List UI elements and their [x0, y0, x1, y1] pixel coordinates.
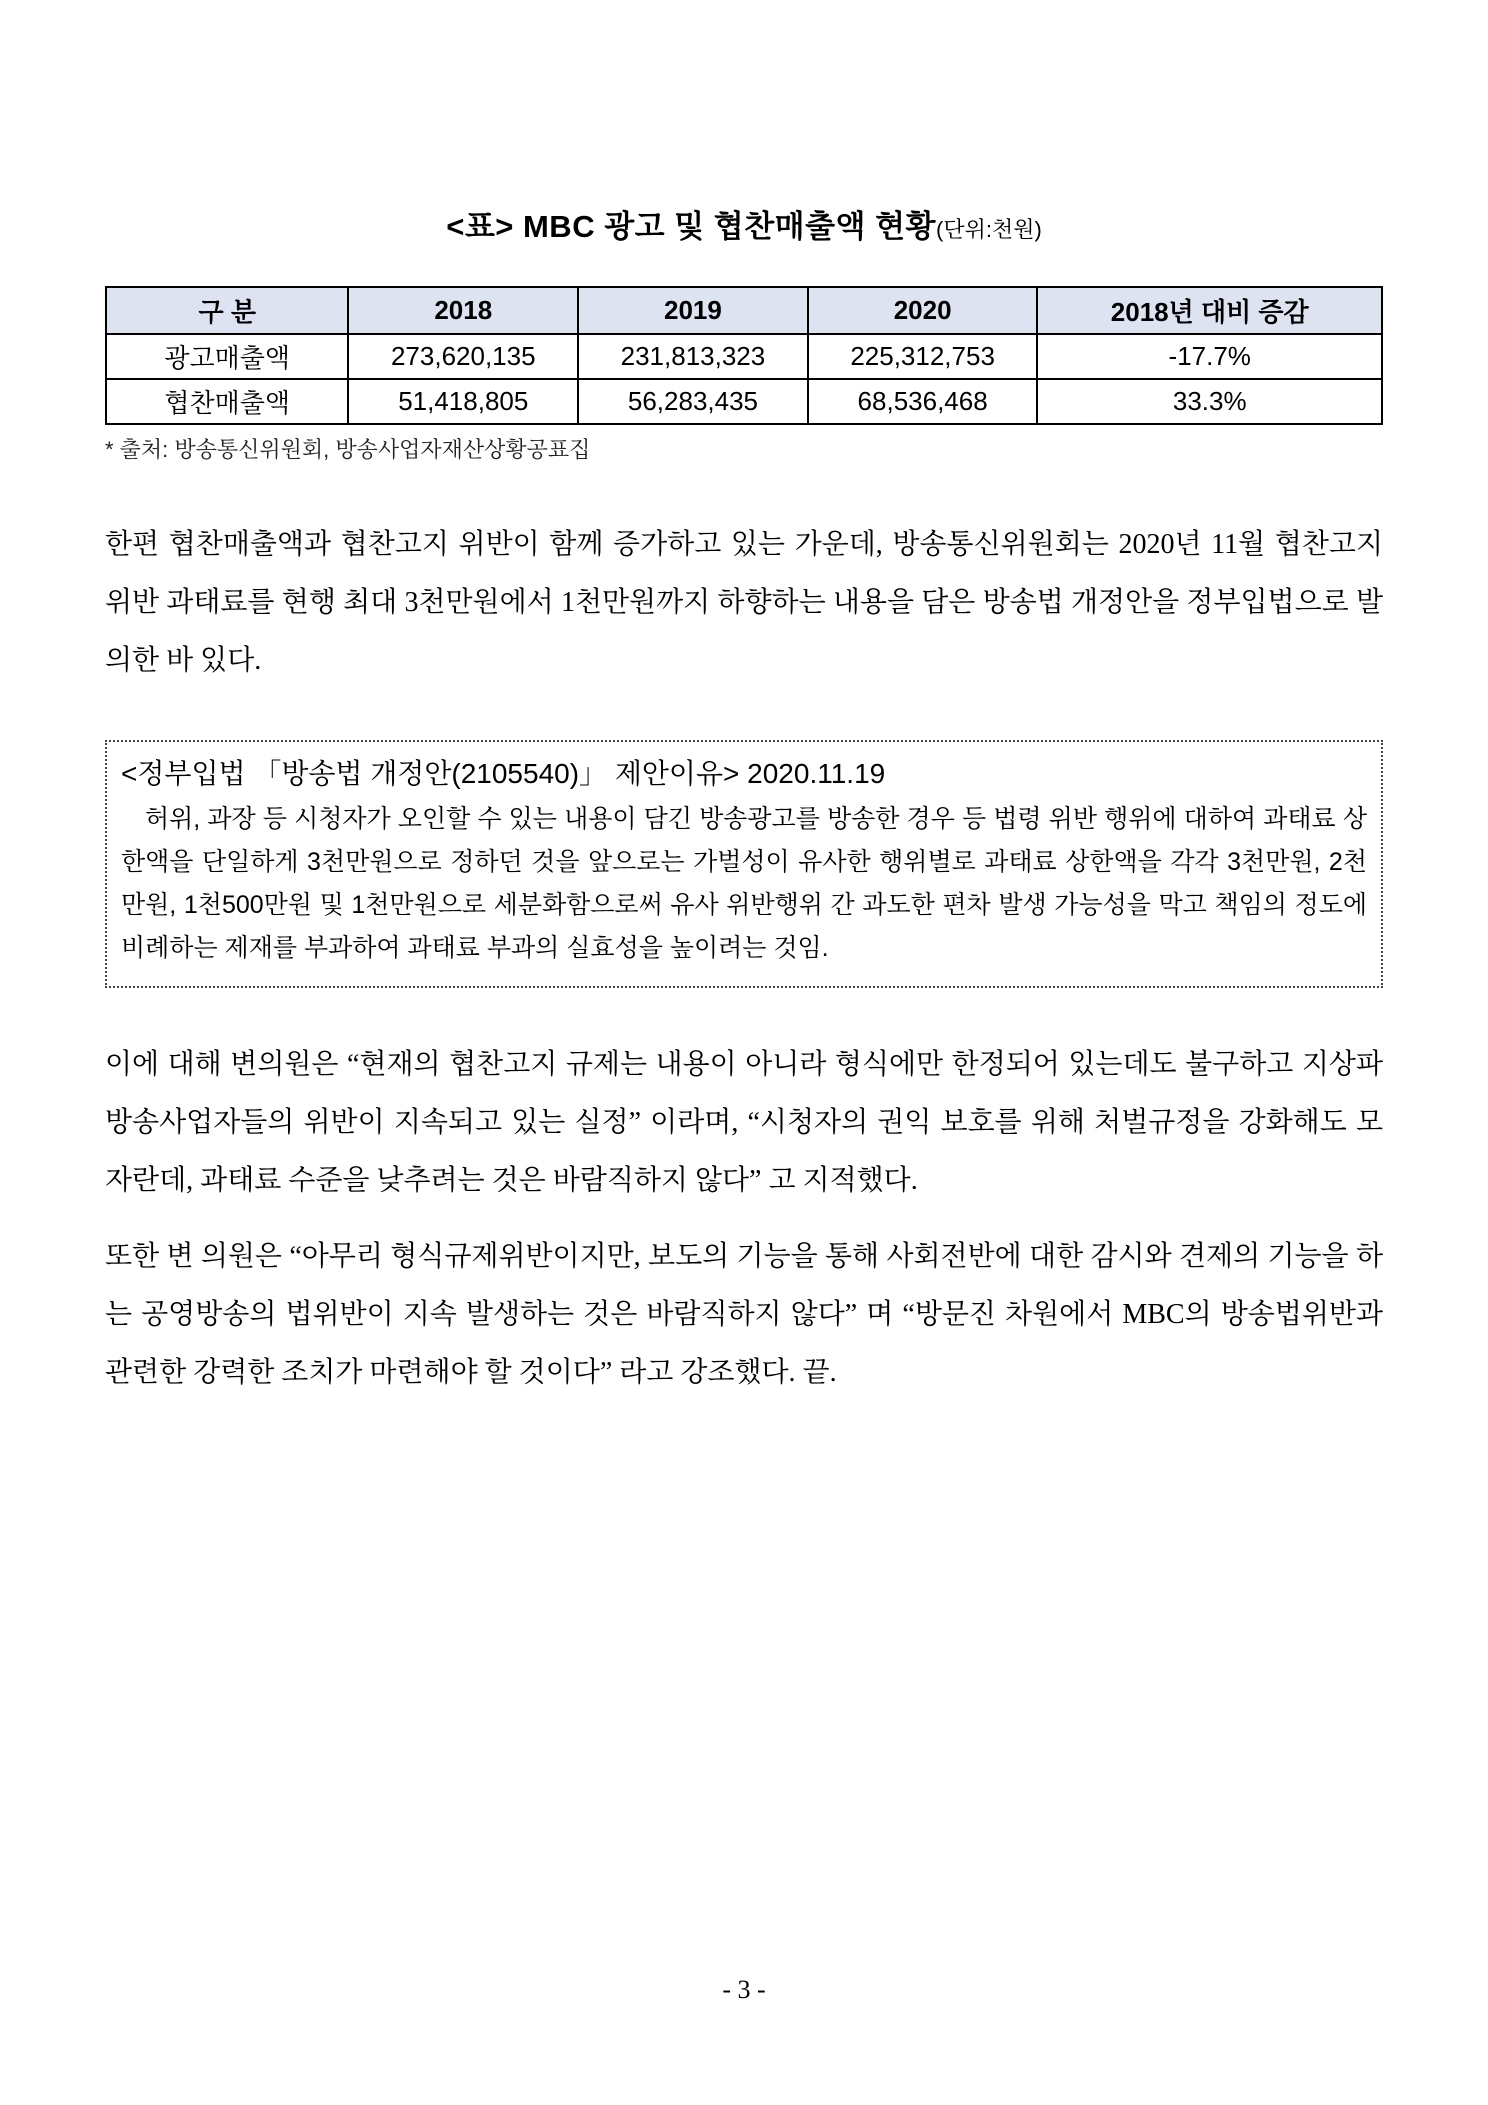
- cell-label: 광고매출액: [106, 334, 348, 379]
- col-header-2018: 2018: [348, 287, 578, 334]
- table-header-row: [106, 287, 1382, 334]
- paragraph-1: 한편 협찬매출액과 협찬고지 위반이 함께 증가하고 있는 가운데, 방송통신위원회는 2020년 11월 협찬고지 위반 과태료를 현행 최대 3천만원에서 1천만원까지 하향하는 내용을 담은 방송법 개정안을 정부입법으로 발의한 바 있다.: [105, 529, 1383, 676]
- col-header-2019: 2019: [578, 287, 808, 334]
- proposal-box-body: 허위, 과장 등 시청자가 오인할 수 있는 내용이 담긴 방송광고를 방송한 경우 등 법령 위반 행위에 대하여 과태료 상한액을 단일하게 3천만원으로 정하던 것을 앞으로는 가벌성이 유사한 행위별로 과태료 상한액을 각각 3천만원, 2천만원, 1천500만원 및 1천만원으로 세분화함으로써 유사 위반행위 간 과도한 편차 발생 가능성을 막고 책임의 정도에 비례하는 제재를 부과하여 과태료 부과의 실효성을 높이려는 것임.: [121, 805, 1367, 962]
- cell-value-change: 33.3%: [1037, 379, 1382, 424]
- cell-value-2020: 68,536,468: [808, 379, 1038, 424]
- cell-value-2020: 225,312,753: [808, 334, 1038, 379]
- proposal-box-title: <정부입법 「방송법 개정안(2105540)」 제안이유> 2020.11.19: [121, 758, 886, 789]
- table-row-sponsor-revenue: [106, 379, 1382, 424]
- paragraph-3: 또한 변 의원은 “아무리 형식규제위반이지만, 보도의 기능을 통해 사회전반에 대한 감시와 견제의 기능을 하는 공영방송의 법위반이 지속 발생하는 것은 바람직하지 않다” 며 “방문진 차원에서 MBC의 방송법위반과 관련한 강력한 조치가 마련해야 할 것이다” 라고 강조했다. 끝.: [105, 1241, 1383, 1388]
- cell-value-2018: 51,418,805: [348, 379, 578, 424]
- table-title: [105, 206, 1383, 254]
- col-header-change: 2018년 대비 증감: [1037, 287, 1382, 334]
- revenue-table: [105, 286, 1383, 425]
- cell-value-change: -17.7%: [1037, 334, 1382, 379]
- table-row-ad-revenue: [106, 334, 1382, 379]
- col-header-category: 구 분: [106, 287, 348, 334]
- table-title-unit: (단위:천원): [936, 217, 1042, 242]
- cell-value-2019: 56,283,435: [578, 379, 808, 424]
- paragraph-2: 이에 대해 변의원은 “현재의 협찬고지 규제는 내용이 아니라 형식에만 한정되어 있는데도 불구하고 지상파방송사업자들의 위반이 지속되고 있는 실정” 이라며, “시청자의 권익 보호를 위해 처벌규정을 강화해도 모자란데, 과태료 수준을 낮추려는 것은 바람직하지 않다” 고 지적했다.: [105, 1049, 1383, 1196]
- page-number: - 3 -: [722, 1975, 766, 2004]
- proposal-box: [105, 740, 1383, 988]
- cell-value-2018: 273,620,135: [348, 334, 578, 379]
- cell-value-2019: 231,813,323: [578, 334, 808, 379]
- table-title-text: <표> MBC 광고 및 협찬매출액 현황: [446, 209, 936, 244]
- col-header-2020: 2020: [808, 287, 1038, 334]
- table-source-footnote: * 출처: 방송통신위원회, 방송사업자재산상황공표집: [105, 437, 591, 462]
- cell-label: 협찬매출액: [106, 379, 348, 424]
